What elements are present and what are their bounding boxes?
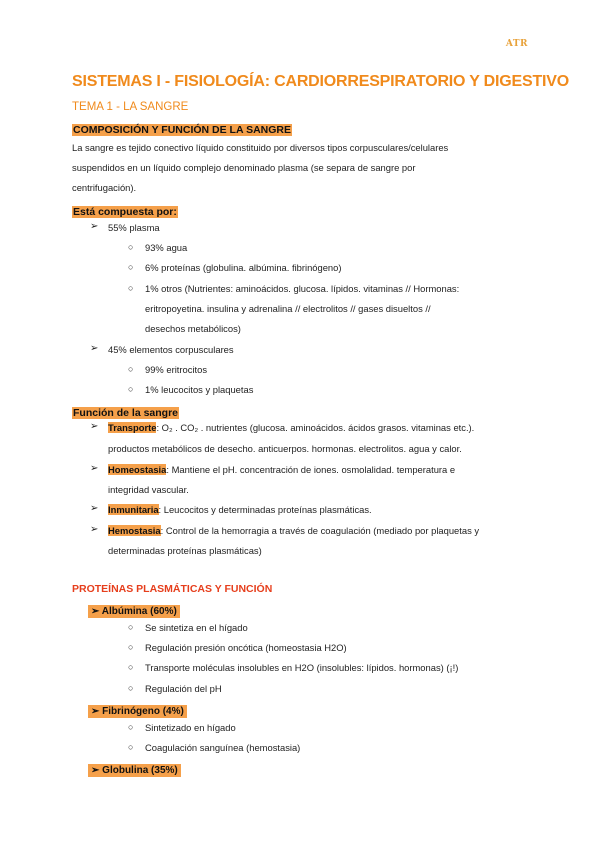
- list-item: 99% eritrocitos: [145, 364, 208, 375]
- circle-bullet-icon: ○: [128, 742, 134, 752]
- list-item: Regulación del pH: [145, 683, 222, 694]
- list-item: 1% otros (Nutrientes: aminoácidos. glucosa. lípidos. vitaminas // Hormonas:: [145, 283, 460, 294]
- arrow-bullet-icon: ➢: [90, 343, 99, 354]
- list-item: 55% plasma: [108, 222, 160, 233]
- composicion-heading-text: COMPOSICIÓN Y FUNCIÓN DE LA SANGRE: [73, 124, 291, 136]
- arrow-bullet-icon: ➢: [90, 503, 99, 514]
- hemostasia-label: Hemostasia: [108, 525, 161, 536]
- circle-bullet-icon: ○: [128, 662, 134, 672]
- funcion-heading-text: Función de la sangre: [73, 407, 179, 419]
- list-item: [108, 504, 372, 515]
- circle-bullet-icon: ○: [128, 683, 134, 693]
- list-item-continuation: productos metabólicos de desecho. anticuerpos. hormonas. electrolitos. agua y calor.: [108, 443, 462, 454]
- list-item: 93% agua: [145, 242, 188, 253]
- list-item: 6% proteínas (globulina. albúmina. fibrinógeno): [145, 262, 342, 273]
- list-item: Sintetizado en hígado: [145, 722, 236, 733]
- albumina-header: [88, 601, 180, 619]
- circle-bullet-icon: ○: [128, 722, 134, 732]
- list-item-continuation: desechos metabólicos): [145, 323, 241, 334]
- arrow-bullet-icon: ➢: [90, 524, 99, 535]
- funcion-heading: [72, 403, 179, 421]
- list-item: Transporte moléculas insolubles en H2O (insolubles: lípidos. hormonas) (¡!): [145, 662, 459, 673]
- fibrinogeno-label: [88, 705, 187, 718]
- circle-bullet-icon: ○: [128, 262, 134, 272]
- homeostasia-label: Homeostasia: [108, 464, 167, 475]
- paragraph-line: La sangre es tejido conectivo líquido constituido por diversos tipos corpusculares/celulares: [72, 142, 449, 153]
- list-item: Se sintetiza en el hígado: [145, 622, 248, 633]
- arrow-bullet-icon: ➢: [90, 421, 99, 432]
- hemostasia-text: : Control de la hemorragia a través de coagulación (mediado por plaquetas y: [160, 525, 480, 536]
- composicion-heading: [72, 120, 292, 138]
- fibrinogeno-header: [88, 701, 187, 719]
- homeostasia-text: : Mantiene el pH. concentración de iones. osmolalidad. temperatura e: [166, 464, 456, 475]
- list-item: [108, 422, 474, 433]
- inmunitaria-text: : Leucocitos y determinadas proteínas plasmáticas.: [158, 504, 372, 515]
- globulina-label: [88, 764, 181, 777]
- fibrinogeno-text: Fibrinógeno (4%): [102, 706, 184, 717]
- circle-bullet-icon: ○: [128, 283, 134, 293]
- tema-heading: TEMA 1 - LA SANGRE: [72, 101, 189, 113]
- circle-bullet-icon: ○: [128, 242, 134, 252]
- circle-bullet-icon: ○: [128, 364, 134, 374]
- albumina-text: Albúmina (60%): [101, 606, 177, 617]
- paragraph-line: centrifugación).: [72, 182, 137, 193]
- list-item: [108, 464, 455, 475]
- circle-bullet-icon: ○: [128, 622, 134, 632]
- list-item-continuation: integridad vascular.: [108, 484, 189, 495]
- page-title: SISTEMAS I - FISIOLOGÍA: CARDIORRESPIRATORIO Y DIGESTIVO: [72, 73, 570, 90]
- arrow-bullet-icon: ➢: [90, 221, 99, 232]
- circle-bullet-icon: ○: [128, 642, 134, 652]
- compuesta-heading-text: Está compuesta por:: [73, 206, 177, 218]
- circle-bullet-icon: ○: [128, 384, 134, 394]
- list-item: 45% elementos corpusculares: [108, 344, 234, 355]
- list-item-continuation: determinadas proteínas plasmáticas): [108, 545, 262, 556]
- inmunitaria-label: Inmunitaria: [108, 504, 159, 515]
- globulina-text: Globulina (35%): [102, 765, 178, 776]
- arrow-bullet-icon: ➢: [90, 463, 99, 474]
- list-item: [108, 525, 479, 536]
- paragraph-line: suspendidos en un líquido complejo denominado plasma (se separa de sangre por: [72, 162, 416, 173]
- transporte-label: Transporte: [108, 422, 157, 433]
- globulina-header: [88, 760, 181, 778]
- list-item: Regulación presión oncótica (homeostasia H2O): [145, 642, 347, 653]
- arrow-bullet-icon: ➢: [91, 765, 103, 776]
- list-item: 1% leucocitos y plaquetas: [145, 384, 254, 395]
- arrow-bullet-icon: ➢: [91, 606, 102, 617]
- proteinas-heading: PROTEÍNAS PLASMÁTICAS Y FUNCIÓN: [72, 583, 273, 595]
- list-item-continuation: eritropoyetina. insulina y adrenalina // electrolitos // gases disueltos //: [145, 303, 431, 314]
- arrow-bullet-icon: ➢: [91, 706, 103, 717]
- list-item: Coagulación sanguínea (hemostasia): [145, 742, 301, 753]
- albumina-label: [88, 605, 180, 618]
- watermark: ATR: [505, 39, 528, 49]
- transporte-text: : O₂ . CO₂ . nutrientes (glucosa. aminoácidos. ácidos grasos. vitaminas etc.).: [156, 422, 475, 433]
- compuesta-heading: [72, 202, 178, 220]
